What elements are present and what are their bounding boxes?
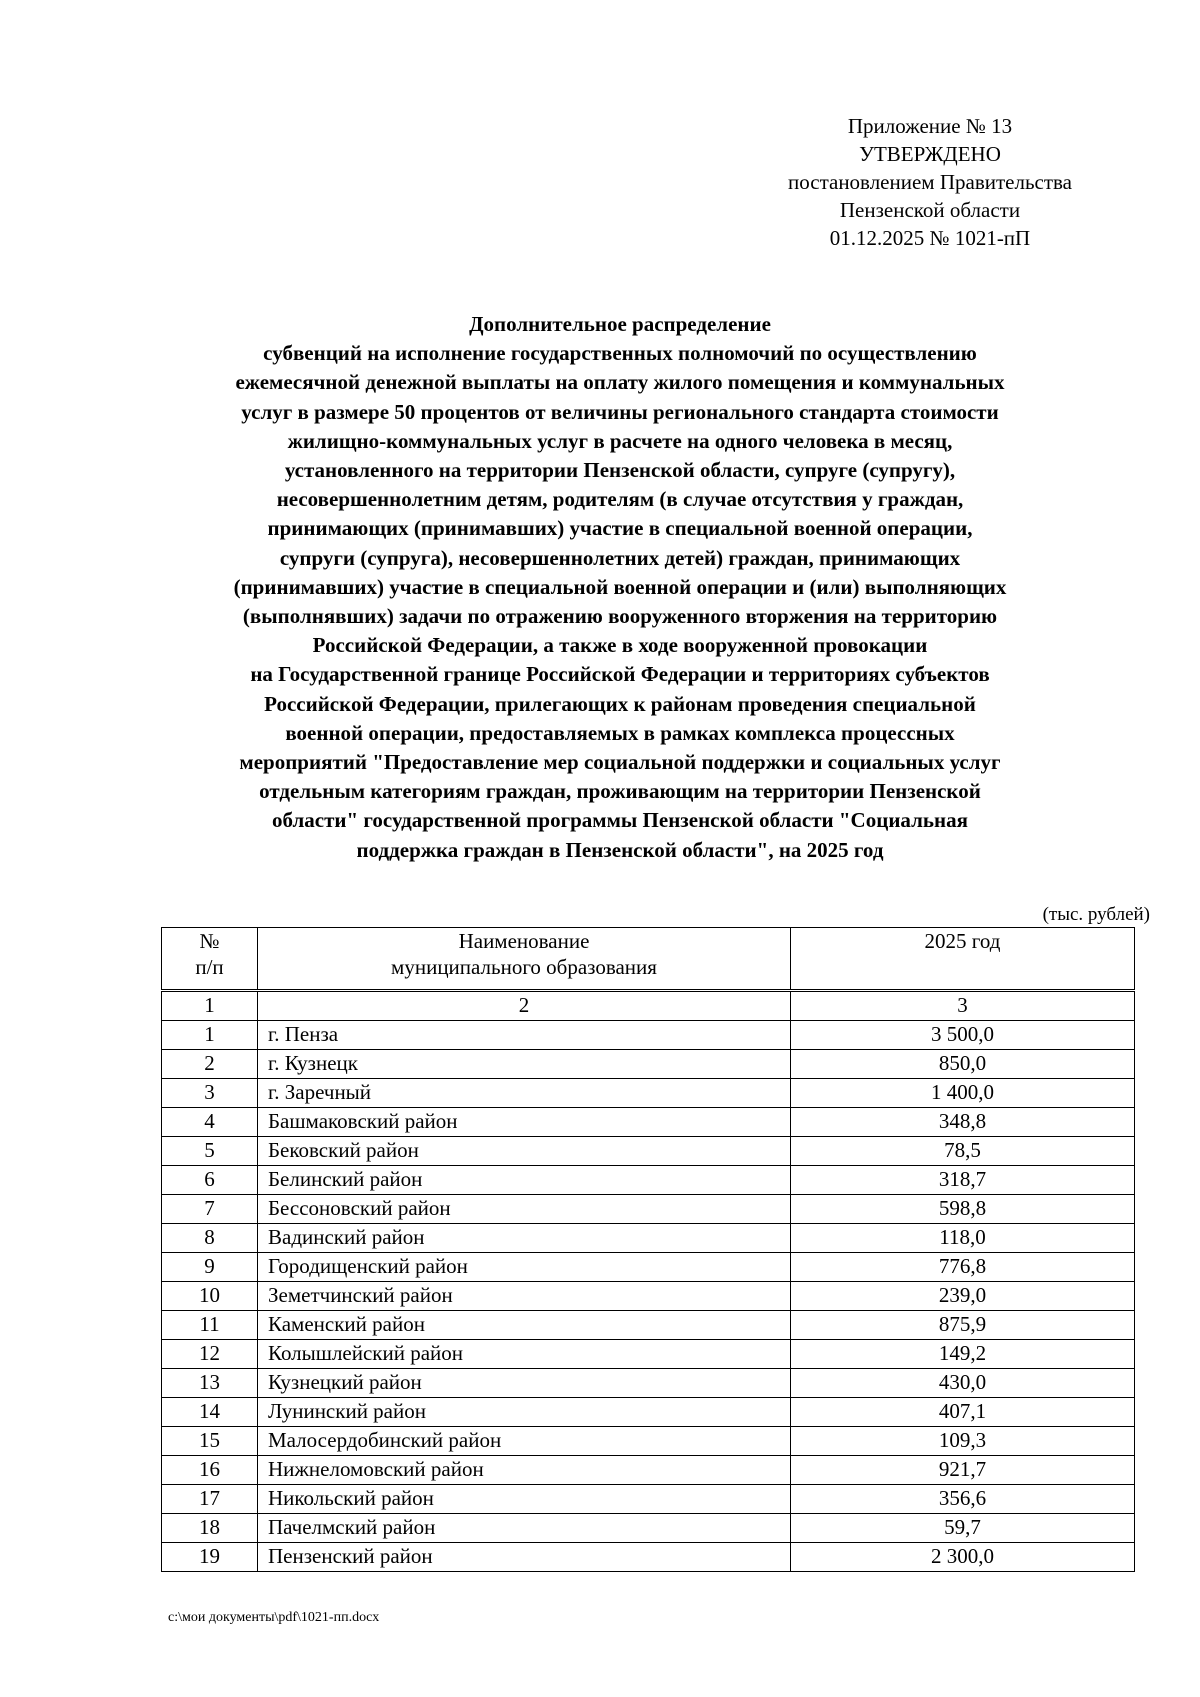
row-value: 3 500,0 xyxy=(791,1021,1135,1050)
approval-line: Приложение № 13 xyxy=(847,114,1013,138)
table-row xyxy=(162,1369,1135,1398)
row-value: 407,1 xyxy=(791,1398,1135,1427)
header-num-line: № xyxy=(199,929,220,953)
table-row xyxy=(162,1050,1135,1079)
title-line: отдельным категориям граждан, проживающим на территории Пензенской xyxy=(259,779,981,804)
table-row xyxy=(162,1282,1135,1311)
header-name-line: Наименование xyxy=(458,929,590,953)
document-title xyxy=(120,310,1120,865)
row-name: Нижнеломовский район xyxy=(258,1456,791,1485)
table-row xyxy=(162,1224,1135,1253)
table-row xyxy=(162,1514,1135,1543)
table-row xyxy=(162,1137,1135,1166)
title-line: (выполнявших) задачи по отражению вооруженного вторжения на территорию xyxy=(242,604,998,629)
row-name: Лунинский район xyxy=(258,1398,791,1427)
table-header-row xyxy=(162,928,1135,991)
row-name: Каменский район xyxy=(258,1311,791,1340)
title-line: принимающих (принимавших) участие в специальной военной операции, xyxy=(267,516,973,541)
title-line: Дополнительное распределение xyxy=(469,312,771,336)
approval-line: Пензенской области xyxy=(839,198,1021,222)
header-num xyxy=(162,928,258,991)
header-num-line: п/п xyxy=(195,955,224,979)
row-value: 850,0 xyxy=(791,1050,1135,1079)
header-name-line: муниципального образования xyxy=(391,955,657,979)
row-number: 6 xyxy=(162,1166,258,1195)
row-value: 149,2 xyxy=(791,1340,1135,1369)
table-row xyxy=(162,1340,1135,1369)
title-line: поддержка граждан в Пензенской области", на 2025 год xyxy=(356,837,884,862)
row-number: 10 xyxy=(162,1282,258,1311)
row-value: 2 300,0 xyxy=(791,1543,1135,1572)
row-value: 348,8 xyxy=(791,1108,1135,1137)
row-name: Малосердобинский район xyxy=(258,1427,791,1456)
row-number: 14 xyxy=(162,1398,258,1427)
unit-label: (тыс. рублей) xyxy=(1042,904,1150,925)
row-name: Бессоновский район xyxy=(258,1195,791,1224)
column-number: 3 xyxy=(791,991,1135,1021)
row-name: Земетчинский район xyxy=(258,1282,791,1311)
row-number: 4 xyxy=(162,1108,258,1137)
title-line: Российской Федерации, прилегающих к районам проведения специальной xyxy=(264,691,976,716)
row-value: 78,5 xyxy=(791,1137,1135,1166)
title-line: услуг в размере 50 процентов от величины регионального стандарта стоимости xyxy=(241,399,999,424)
row-number: 16 xyxy=(162,1456,258,1485)
title-line: (принимавших) участие в специальной военной операции и (или) выполняющих xyxy=(233,574,1007,599)
table-row xyxy=(162,1253,1135,1282)
row-name: Пензенский район xyxy=(258,1543,791,1572)
approval-block xyxy=(770,112,1090,252)
title-line: несовершеннолетним детям, родителям (в случае отсутствия у граждан, xyxy=(276,487,964,512)
row-value: 875,9 xyxy=(791,1311,1135,1340)
row-number: 11 xyxy=(162,1311,258,1340)
table-row xyxy=(162,1427,1135,1456)
title-line: жилищно-коммунальных услуг в расчете на одного человека в месяц, xyxy=(287,428,953,453)
row-number: 15 xyxy=(162,1427,258,1456)
row-number: 9 xyxy=(162,1253,258,1282)
row-name: Вадинский район xyxy=(258,1224,791,1253)
row-number: 17 xyxy=(162,1485,258,1514)
row-name: Колышлейский район xyxy=(258,1340,791,1369)
table-row xyxy=(162,1398,1135,1427)
table-row xyxy=(162,1166,1135,1195)
table-row xyxy=(162,1485,1135,1514)
table-row xyxy=(162,1108,1135,1137)
title-line: супруги (супруга), несовершеннолетних детей) граждан, принимающих xyxy=(279,545,961,570)
row-name: г. Заречный xyxy=(258,1079,791,1108)
row-name: Бековский район xyxy=(258,1137,791,1166)
header-value: 2025 год xyxy=(791,928,1135,991)
title-line: области" государственной программы Пензенской области "Социальная xyxy=(272,808,968,833)
row-number: 19 xyxy=(162,1543,258,1572)
header-name xyxy=(258,928,791,991)
title-line: на Государственной границе Российской Федерации и территориях субъектов xyxy=(250,662,990,687)
row-value: 239,0 xyxy=(791,1282,1135,1311)
row-value: 356,6 xyxy=(791,1485,1135,1514)
row-number: 8 xyxy=(162,1224,258,1253)
row-value: 318,7 xyxy=(791,1166,1135,1195)
row-value: 598,8 xyxy=(791,1195,1135,1224)
row-value: 109,3 xyxy=(791,1427,1135,1456)
table-row xyxy=(162,1543,1135,1572)
title-line: мероприятий "Предоставление мер социальной поддержки и социальных услуг xyxy=(239,750,1001,775)
column-number: 1 xyxy=(162,991,258,1021)
title-line: военной операции, предоставляемых в рамках комплекса процессных xyxy=(285,720,955,745)
row-number: 12 xyxy=(162,1340,258,1369)
row-value: 430,0 xyxy=(791,1369,1135,1398)
title-line: ежемесячной денежной выплаты на оплату жилого помещения и коммунальных xyxy=(235,370,1005,395)
row-value: 921,7 xyxy=(791,1456,1135,1485)
row-number: 18 xyxy=(162,1514,258,1543)
table-row xyxy=(162,1195,1135,1224)
row-number: 2 xyxy=(162,1050,258,1079)
row-name: г. Пенза xyxy=(258,1021,791,1050)
row-number: 3 xyxy=(162,1079,258,1108)
row-number: 1 xyxy=(162,1021,258,1050)
table-row xyxy=(162,1079,1135,1108)
title-line: Российской Федерации, а также в ходе вооруженной провокации xyxy=(312,633,928,658)
row-value: 1 400,0 xyxy=(791,1079,1135,1108)
table-row xyxy=(162,1021,1135,1050)
row-name: г. Кузнецк xyxy=(258,1050,791,1079)
file-path-footer: c:\мои документы\pdf\1021-пп.docx xyxy=(168,1610,380,1625)
row-name: Кузнецкий район xyxy=(258,1369,791,1398)
table-row xyxy=(162,1456,1135,1485)
row-number: 7 xyxy=(162,1195,258,1224)
column-number-row xyxy=(162,991,1135,1021)
approval-line: 01.12.2025 № 1021-пП xyxy=(829,226,1031,250)
row-value: 118,0 xyxy=(791,1224,1135,1253)
distribution-table xyxy=(161,927,1135,1572)
row-name: Белинский район xyxy=(258,1166,791,1195)
row-name: Башмаковский район xyxy=(258,1108,791,1137)
row-number: 13 xyxy=(162,1369,258,1398)
row-value: 59,7 xyxy=(791,1514,1135,1543)
title-line: субвенций на исполнение государственных полномочий по осуществлению xyxy=(263,341,977,366)
row-name: Городищенский район xyxy=(258,1253,791,1282)
table-row xyxy=(162,1311,1135,1340)
row-value: 776,8 xyxy=(791,1253,1135,1282)
approval-line: постановлением Правительства xyxy=(787,170,1072,194)
approval-line: УТВЕРЖДЕНО xyxy=(859,142,1001,166)
row-name: Никольский район xyxy=(258,1485,791,1514)
title-line: установленного на территории Пензенской области, супруге (супругу), xyxy=(284,458,956,483)
row-number: 5 xyxy=(162,1137,258,1166)
column-number: 2 xyxy=(258,991,791,1021)
row-name: Пачелмский район xyxy=(258,1514,791,1543)
